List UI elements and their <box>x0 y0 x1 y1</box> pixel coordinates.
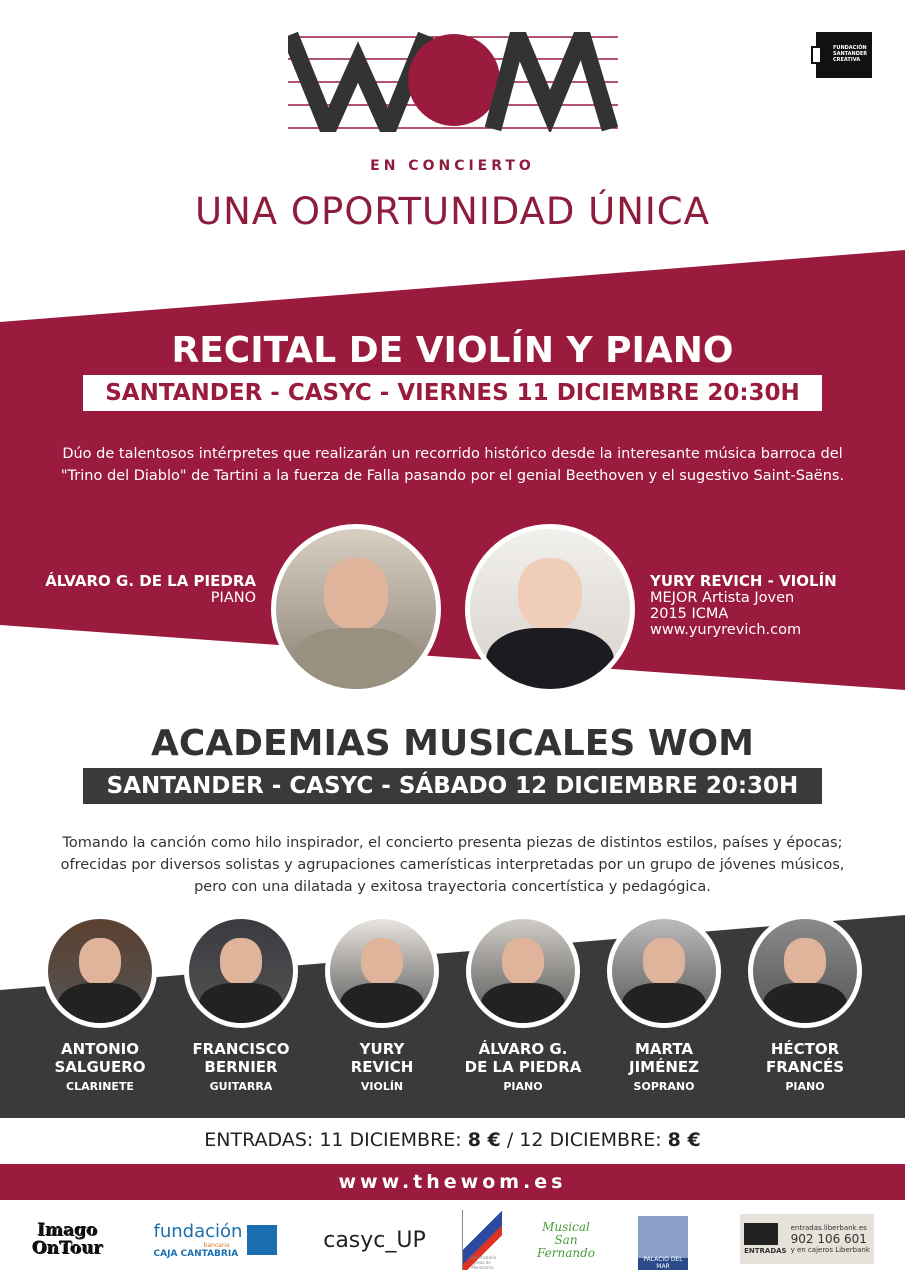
member-photo <box>43 914 157 1028</box>
website-link[interactable]: www.thewom.es <box>0 1164 905 1200</box>
member-caption: MARTA JIMÉNEZ SOPRANO <box>628 1040 699 1093</box>
recital-title: RECITAL DE VIOLÍN Y PIANO <box>171 330 734 371</box>
wom-logo <box>288 32 618 132</box>
musical-san-fernando-logo: Musical San Fernando <box>536 1219 596 1260</box>
liberbank-entradas-logo: ENTRADAS entradas.liberbank.es 902 106 601 y en cajeros Liberbank <box>740 1214 874 1264</box>
caja-cantabria-icon <box>247 1225 277 1255</box>
member-caption: ÁLVARO G. DE LA PIEDRA PIANO <box>464 1040 582 1093</box>
photo-alvaro <box>271 524 441 694</box>
recital-description: Dúo de talentosos intérpretes que realizarán un recorrido histórico desde la interesante música barroca del "Trino del Diablo" de Tartini a la fuerza de Falla pasando por el genial Beethoven y el sugestivo Saint-Saëns. <box>60 446 845 484</box>
academias-title: ACADEMIAS MUSICALES WOM <box>151 723 754 764</box>
yury-website-link[interactable]: www.yuryrevich.com <box>650 622 802 638</box>
performer-left: ÁLVARO G. DE LA PIEDRA PIANO <box>45 572 256 606</box>
conservatorio-logo: Conservatorio Jesús de Monasterio <box>462 1210 502 1270</box>
member-caption: HÉCTOR FRANCÉS PIANO <box>765 1040 845 1093</box>
member-photo <box>607 914 721 1028</box>
recital-date-bar: SANTANDER - CASYC - VIERNES 11 DICIEMBRE 20:30H <box>83 375 822 411</box>
member-caption: ANTONIO SALGUERO CLARINETE <box>54 1040 146 1093</box>
academias-date-bar: SANTANDER - CASYC - SÁBADO 12 DICIEMBRE 20:30H <box>83 768 822 804</box>
prices: ENTRADAS: 11 DICIEMBRE: 8 € / 12 DICIEMBRE: 8 € <box>204 1129 701 1151</box>
performer-right: YURY REVICH - VIOLÍN MEJOR Artista Joven 2015 ICMA www.yuryrevich.com <box>650 572 837 638</box>
academias-description: Tomando la canción como hilo inspirador, el concierto presenta piezas de distintos estilos, países y épocas; ofrecidas por diversos solistas y agrupaciones camerísticas interpretadas por un grupo de jóvenes músicos, pero con una dilatada y exitosa trayectoria concertística y pedagógica. <box>60 835 845 895</box>
member-caption: FRANCISCO BERNIER GUITARRA <box>192 1040 290 1093</box>
en-concierto: EN CONCIERTO <box>370 158 535 174</box>
member-photo <box>466 914 580 1028</box>
fundacion-santander-logo: FUNDACIÓN SANTANDER CREATIVA <box>816 32 872 78</box>
member-photo <box>325 914 439 1028</box>
casyc-up-logo: casyc_UP <box>323 1227 426 1253</box>
member-caption: YURY REVICH VIOLÍN <box>350 1040 414 1093</box>
member-photo <box>748 914 862 1028</box>
fundacion-caja-cantabria-logo: fundación bancaria CAJA CANTABRIA <box>148 1210 283 1270</box>
palacio-del-mar-logo: PALACIO DEL MAR <box>638 1210 688 1270</box>
member-photo <box>184 914 298 1028</box>
imago-ontour-logo: Imago OnTour <box>32 1221 104 1259</box>
tagline: UNA OPORTUNIDAD ÚNICA <box>195 190 710 233</box>
photo-yury <box>465 524 635 694</box>
